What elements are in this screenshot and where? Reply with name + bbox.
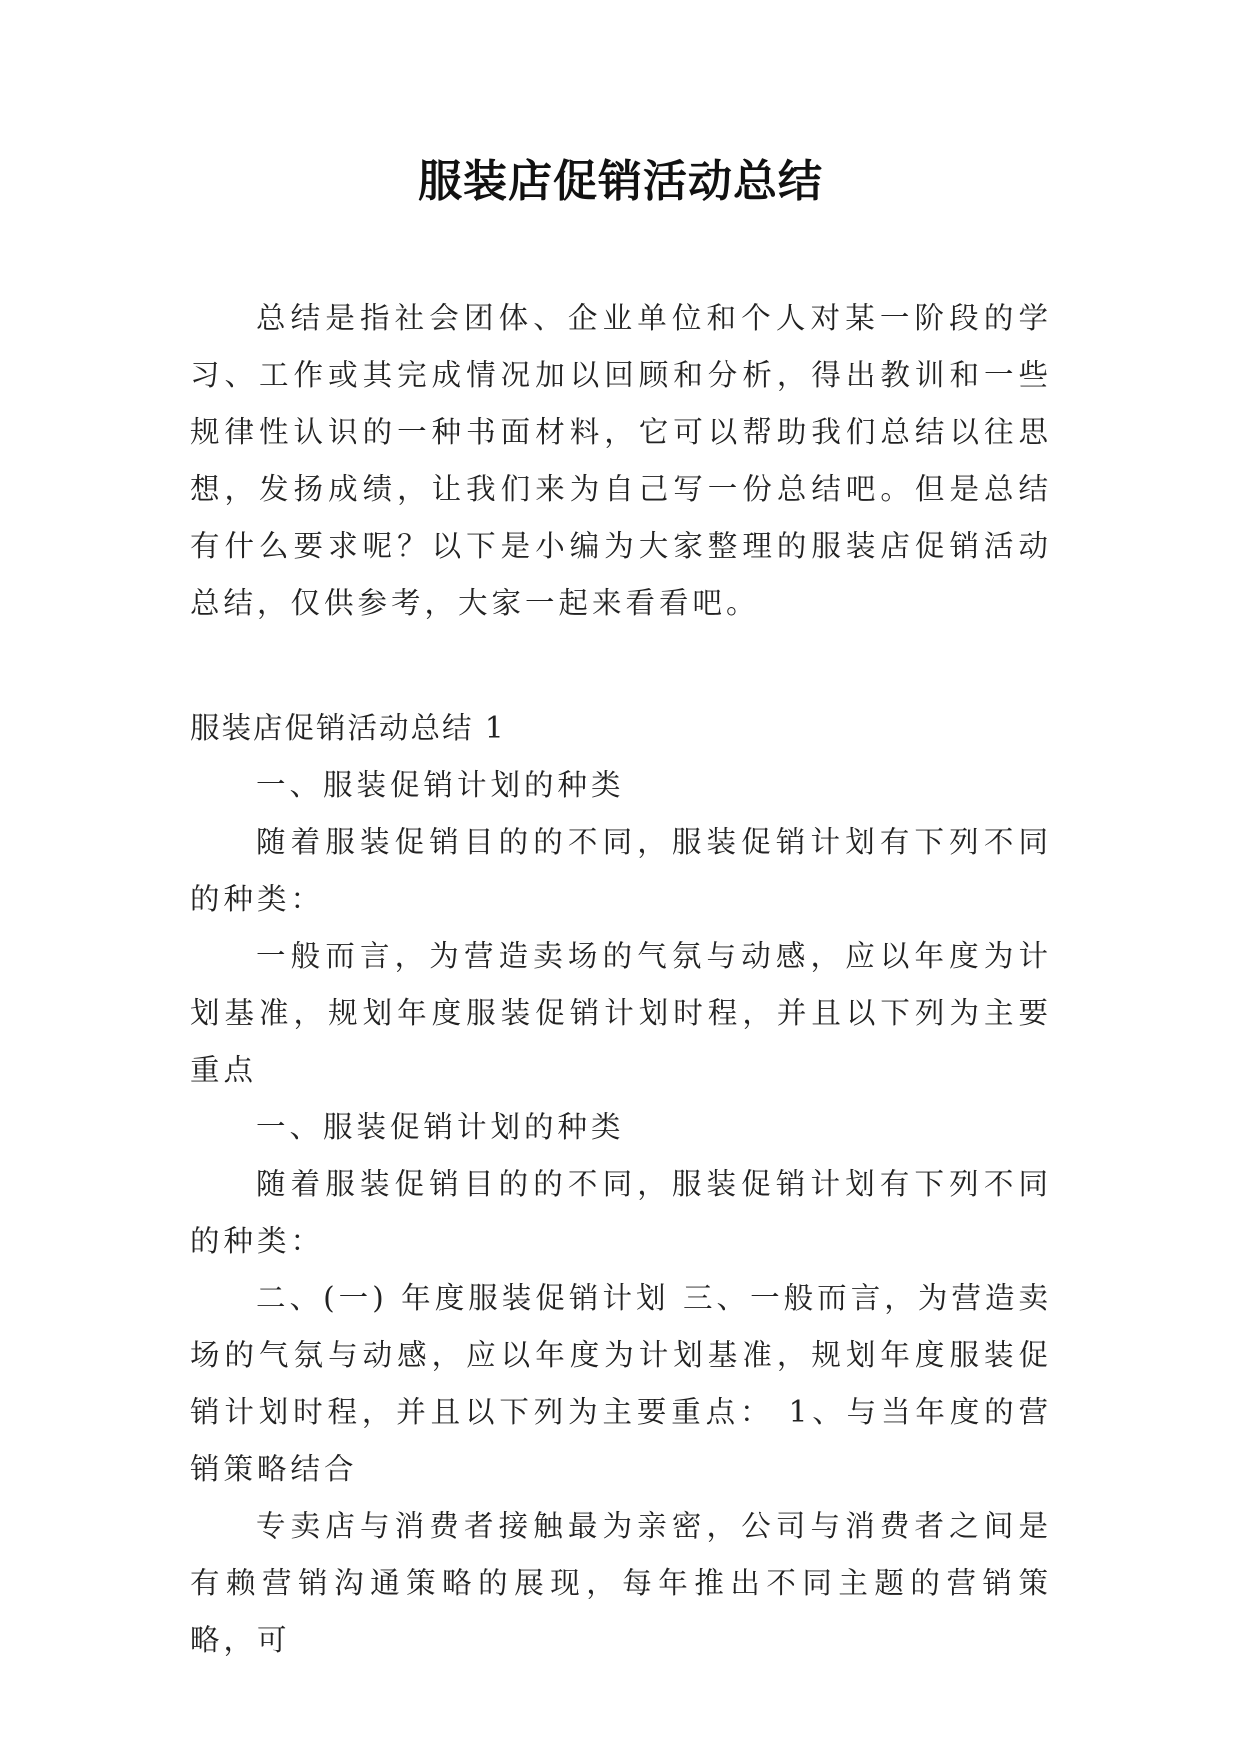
section-title: 服装店促销活动总结 1 xyxy=(190,711,506,745)
paragraph-5: 随着服装促销目的的不同，服装促销计划有下列不同的种类： xyxy=(190,1167,1052,1258)
intro-block xyxy=(190,290,1052,632)
paragraph-1: 一、服装促销计划的种类 xyxy=(256,768,625,802)
section-block xyxy=(190,700,1052,1669)
paragraph-4: 一、服装促销计划的种类 xyxy=(256,1110,625,1144)
paragraph-7: 专卖店与消费者接触最为亲密，公司与消费者之间是有赖营销沟通策略的展现，每年推出不同主题的营销策略，可 xyxy=(190,1509,1052,1657)
intro-paragraph: 总结是指社会团体、企业单位和个人对某一阶段的学习、工作或其完成情况加以回顾和分析，得出教训和一些规律性认识的一种书面材料，它可以帮助我们总结以往思想，发扬成绩，让我们来为自己写一份总结吧。但是总结有什么要求呢？以下是小编为大家整理的服装店促销活动总结，仅供参考，大家一起来看看吧。 xyxy=(190,301,1052,620)
paragraph-2: 随着服装促销目的的不同，服装促销计划有下列不同的种类： xyxy=(190,825,1052,916)
paragraph-6: 二、(一) 年度服装促销计划 三、一般而言，为营造卖场的气氛与动感，应以年度为计划基准，规划年度服装促销计划时程，并且以下列为主要重点： 1、与当年度的营销策略结合 xyxy=(190,1281,1052,1486)
paragraph-3: 一般而言，为营造卖场的气氛与动感，应以年度为计划基准，规划年度服装促销计划时程，并且以下列为主要重点 xyxy=(190,939,1052,1087)
document-title: 服装店促销活动总结 xyxy=(418,156,823,207)
